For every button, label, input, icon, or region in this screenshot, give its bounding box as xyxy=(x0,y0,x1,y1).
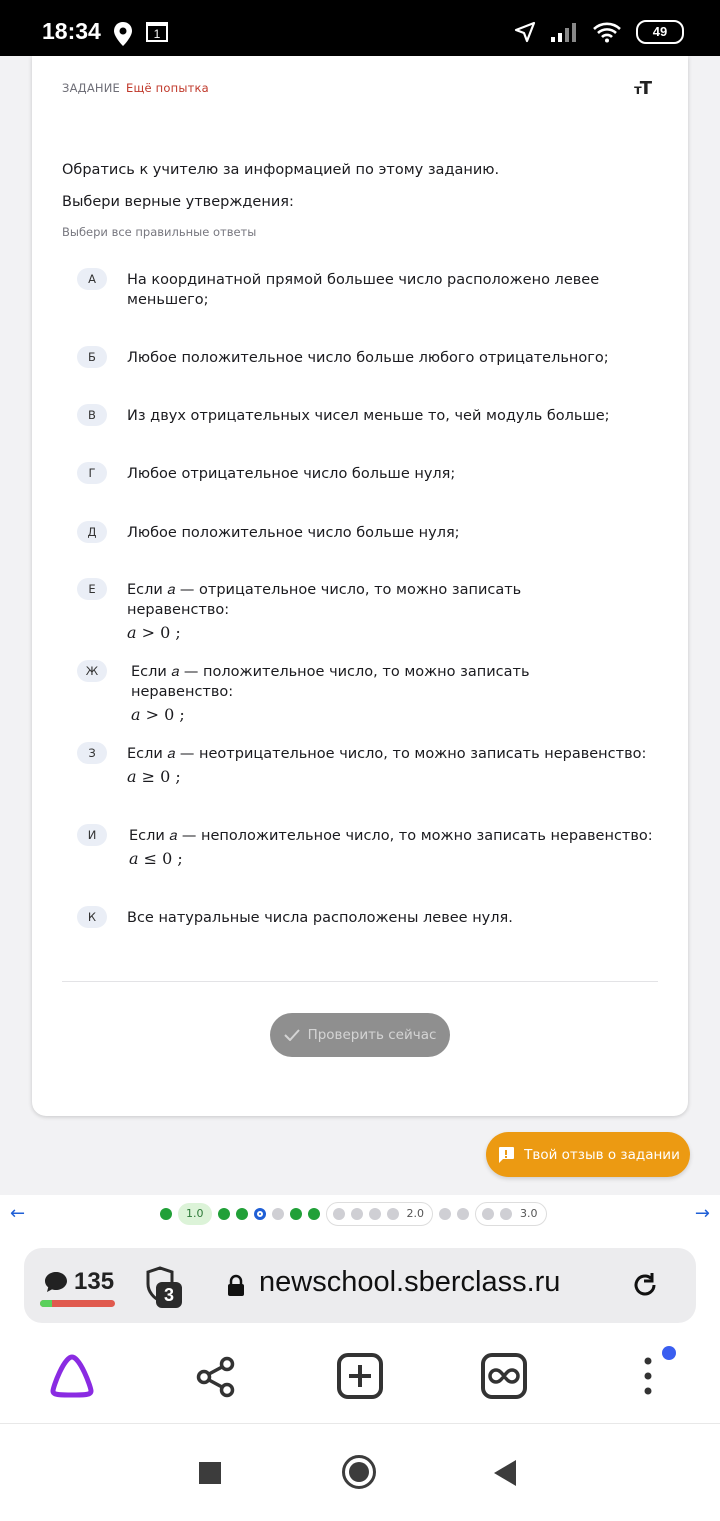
reload-icon[interactable] xyxy=(630,1270,660,1300)
tabs-infinity-icon[interactable] xyxy=(480,1353,528,1399)
feedback-label: Твой отзыв о задании xyxy=(524,1146,680,1163)
text-size-icon[interactable]: тT xyxy=(634,78,650,99)
status-bar xyxy=(0,0,720,56)
progress-dot-todo[interactable] xyxy=(369,1208,381,1220)
retry-label: Ещё попытка xyxy=(126,81,209,95)
wifi-icon xyxy=(592,21,622,43)
task-intro: Обратись к учителю за информацией по этому заданию. xyxy=(62,162,500,178)
progress-dot-current[interactable] xyxy=(254,1208,266,1220)
progress-dot-todo[interactable] xyxy=(482,1208,494,1220)
lock-icon xyxy=(226,1274,246,1298)
browser-toolbar xyxy=(0,1233,720,1423)
comment-bubble-icon xyxy=(44,1271,68,1293)
new-tab-icon[interactable] xyxy=(336,1353,384,1399)
level-label: 2.0 xyxy=(406,1207,424,1220)
task-progress-bar xyxy=(0,1195,720,1234)
task-tag xyxy=(62,81,209,95)
comments-count: 135 xyxy=(74,1268,115,1295)
option-letter: Г xyxy=(77,462,107,484)
prev-arrow-icon[interactable]: ← xyxy=(10,1203,26,1224)
option-math: 𝑎 ≥ 0 ; xyxy=(127,767,181,786)
feedback-button[interactable] xyxy=(486,1132,690,1177)
option-text: Из двух отрицательных чисел меньше то, чей модуль больше; xyxy=(127,408,610,424)
progress-dot-done[interactable] xyxy=(218,1208,230,1220)
tabs-count: 3 xyxy=(156,1282,182,1308)
level-label: 3.0 xyxy=(520,1207,538,1220)
option-text: Если 𝑎 — положительное число, то можно записать неравенство: xyxy=(131,664,530,700)
notification-dot xyxy=(662,1346,676,1360)
location-pin-icon xyxy=(112,21,134,47)
task-card xyxy=(32,56,688,1116)
level-group-3 xyxy=(475,1202,547,1226)
progress-dot-done[interactable] xyxy=(160,1208,172,1220)
progress-dot-todo[interactable] xyxy=(333,1208,345,1220)
option-letter: Ж xyxy=(77,660,107,682)
progress-dot-todo[interactable] xyxy=(387,1208,399,1220)
divider xyxy=(62,981,658,982)
checkmark-icon xyxy=(284,1029,300,1041)
progress-dot-todo[interactable] xyxy=(439,1208,451,1220)
option-text: Если 𝑎 — отрицательное число, то можно записать неравенство: xyxy=(127,582,522,618)
clock: 18:34 xyxy=(42,18,101,44)
url-text[interactable]: newschool.sberclass.ru xyxy=(259,1266,561,1298)
progress-dot-todo[interactable] xyxy=(351,1208,363,1220)
level-label: 1.0 xyxy=(178,1203,212,1225)
alice-assistant-icon[interactable] xyxy=(48,1353,96,1399)
option-letter: З xyxy=(77,742,107,764)
option-letter: К xyxy=(77,906,107,928)
progress-dot-done[interactable] xyxy=(236,1208,248,1220)
calendar-icon: 1 xyxy=(146,22,168,42)
progress-dots xyxy=(160,1202,547,1226)
option-letter: А xyxy=(77,268,107,290)
share-icon[interactable] xyxy=(194,1355,238,1399)
option-text: Любое положительное число больше любого отрицательного; xyxy=(127,350,609,366)
feedback-icon xyxy=(496,1145,516,1165)
navigation-arrow-icon xyxy=(514,21,536,43)
rating-bar xyxy=(40,1300,115,1307)
system-nav-bar xyxy=(0,1423,720,1521)
option-letter: Д xyxy=(77,521,107,543)
level-group-2 xyxy=(326,1202,434,1226)
progress-dot-todo[interactable] xyxy=(272,1208,284,1220)
check-now-label: Проверить сейчас xyxy=(307,1027,437,1043)
option-letter: Е xyxy=(77,578,107,600)
progress-dot-todo[interactable] xyxy=(500,1208,512,1220)
option-text: Все натуральные числа расположены левее нуля. xyxy=(127,910,513,926)
option-letter: В xyxy=(77,404,107,426)
back-icon[interactable] xyxy=(494,1460,516,1486)
progress-dot-done[interactable] xyxy=(290,1208,302,1220)
progress-dot-todo[interactable] xyxy=(457,1208,469,1220)
battery-indicator: 49 xyxy=(636,20,684,44)
signal-icon xyxy=(550,21,578,43)
option-math: 𝑎 > 0 ; xyxy=(127,623,181,642)
check-now-button[interactable] xyxy=(270,1013,450,1057)
option-text: На координатной прямой большее число расположено левее меньшего; xyxy=(127,272,600,308)
task-label: ЗАДАНИЕ xyxy=(62,81,121,95)
task-hint: Выбери все правильные ответы xyxy=(62,225,257,239)
task-question: Выбери верные утверждения: xyxy=(62,194,294,210)
recents-icon[interactable] xyxy=(199,1462,221,1484)
address-bar[interactable] xyxy=(24,1248,696,1323)
option-text: Любое отрицательное число больше нуля; xyxy=(127,466,456,482)
option-math: 𝑎 > 0 ; xyxy=(131,705,185,724)
protect-shield-icon[interactable] xyxy=(144,1266,180,1306)
next-arrow-icon[interactable]: → xyxy=(694,1203,710,1224)
option-math: 𝑎 ≤ 0 ; xyxy=(129,849,183,868)
comments-counter[interactable] xyxy=(44,1268,114,1296)
more-menu-icon[interactable] xyxy=(638,1355,658,1399)
option-text: Любое положительное число больше нуля; xyxy=(127,525,460,541)
home-icon[interactable] xyxy=(342,1455,376,1489)
option-text: Если 𝑎 — неотрицательное число, то можно записать неравенство: xyxy=(127,746,647,762)
browser-actions xyxy=(0,1353,720,1403)
option-letter: Б xyxy=(77,346,107,368)
option-letter: И xyxy=(77,824,107,846)
progress-dot-done[interactable] xyxy=(308,1208,320,1220)
option-text: Если 𝑎 — неположительное число, то можно записать неравенство: xyxy=(129,828,653,844)
